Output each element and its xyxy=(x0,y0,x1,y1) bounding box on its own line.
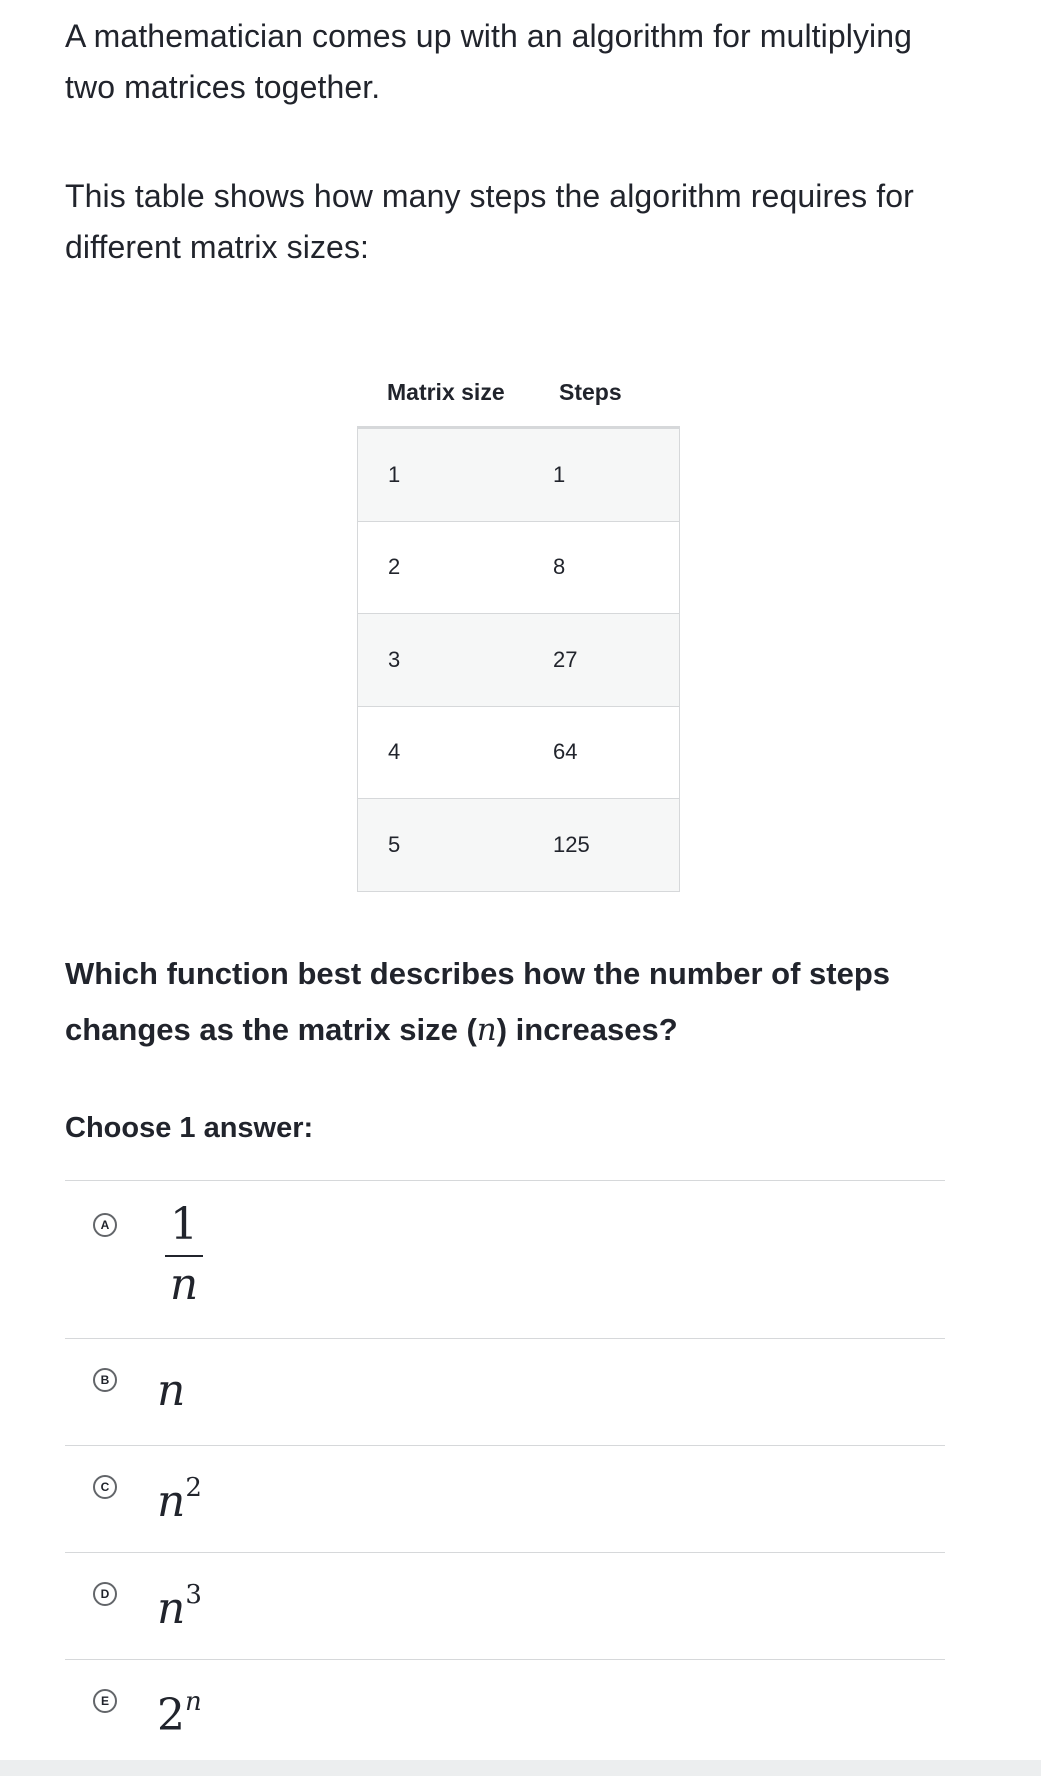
choice-d-radio[interactable]: D xyxy=(93,1582,117,1606)
choice-d[interactable] xyxy=(65,1553,945,1660)
cell-steps: 8 xyxy=(553,554,566,580)
question-variable: n xyxy=(476,1012,497,1048)
choice-b[interactable] xyxy=(65,1339,945,1446)
choice-e-radio[interactable]: E xyxy=(93,1689,117,1713)
choice-b-radio[interactable]: B xyxy=(93,1368,117,1392)
question-text-after: ) increases? xyxy=(496,1012,678,1047)
prompt-paragraph-1: A mathematician comes up with an algorithm for multiplying two matrices together. xyxy=(65,18,913,105)
cell-steps: 125 xyxy=(553,831,590,857)
table-row xyxy=(358,799,679,892)
cell-steps: 27 xyxy=(553,646,578,672)
choice-a-math xyxy=(165,1201,203,1309)
choice-c[interactable] xyxy=(65,1446,945,1553)
choice-c-radio[interactable]: C xyxy=(93,1475,117,1499)
bottom-bar xyxy=(0,1760,1041,1776)
question-text-before: Which function best describes how the number of steps changes as the matrix size ( xyxy=(65,956,891,1047)
cell-matrix-size: 2 xyxy=(388,554,401,580)
choice-c-exponent: 2 xyxy=(185,1473,202,1503)
answer-choices xyxy=(65,1180,945,1760)
fraction-numerator: 1 xyxy=(170,1199,198,1250)
header-steps: Steps xyxy=(559,378,622,405)
choice-a[interactable] xyxy=(65,1181,945,1339)
choice-d-math xyxy=(157,1580,202,1634)
choice-e-base: 2 xyxy=(157,1690,185,1741)
choice-b-math: n xyxy=(157,1365,186,1416)
choose-label: Choose 1 answer: xyxy=(65,1112,314,1144)
header-matrix-size: Matrix size xyxy=(387,378,505,405)
cell-steps: 1 xyxy=(553,461,566,487)
table-row xyxy=(358,614,679,707)
question-text xyxy=(65,946,945,1058)
choice-a-radio[interactable]: A xyxy=(93,1213,117,1237)
choice-d-base: n xyxy=(157,1583,186,1634)
table-header xyxy=(357,358,680,429)
choice-d-exponent: 3 xyxy=(185,1580,202,1610)
cell-matrix-size: 1 xyxy=(388,461,401,487)
prompt-paragraph-2: This table shows how many steps the algorithm requires for different matrix sizes: xyxy=(65,178,914,265)
cell-matrix-size: 5 xyxy=(388,831,401,857)
choice-e-exponent: n xyxy=(185,1687,202,1717)
table-row xyxy=(358,429,679,522)
choice-c-math xyxy=(157,1473,202,1527)
table-body xyxy=(357,429,680,892)
choice-e[interactable] xyxy=(65,1660,945,1760)
cell-matrix-size: 4 xyxy=(388,739,401,765)
cell-matrix-size: 3 xyxy=(388,646,401,672)
choice-e-math xyxy=(157,1687,202,1741)
cell-steps: 64 xyxy=(553,739,578,765)
table-row xyxy=(358,522,679,615)
prompt-text xyxy=(65,0,945,273)
choice-c-base: n xyxy=(157,1476,186,1527)
fraction-bar xyxy=(165,1255,203,1257)
table-row xyxy=(358,707,679,800)
fraction-denominator: n xyxy=(169,1259,199,1310)
fraction xyxy=(165,1201,203,1309)
steps-table xyxy=(357,358,680,892)
